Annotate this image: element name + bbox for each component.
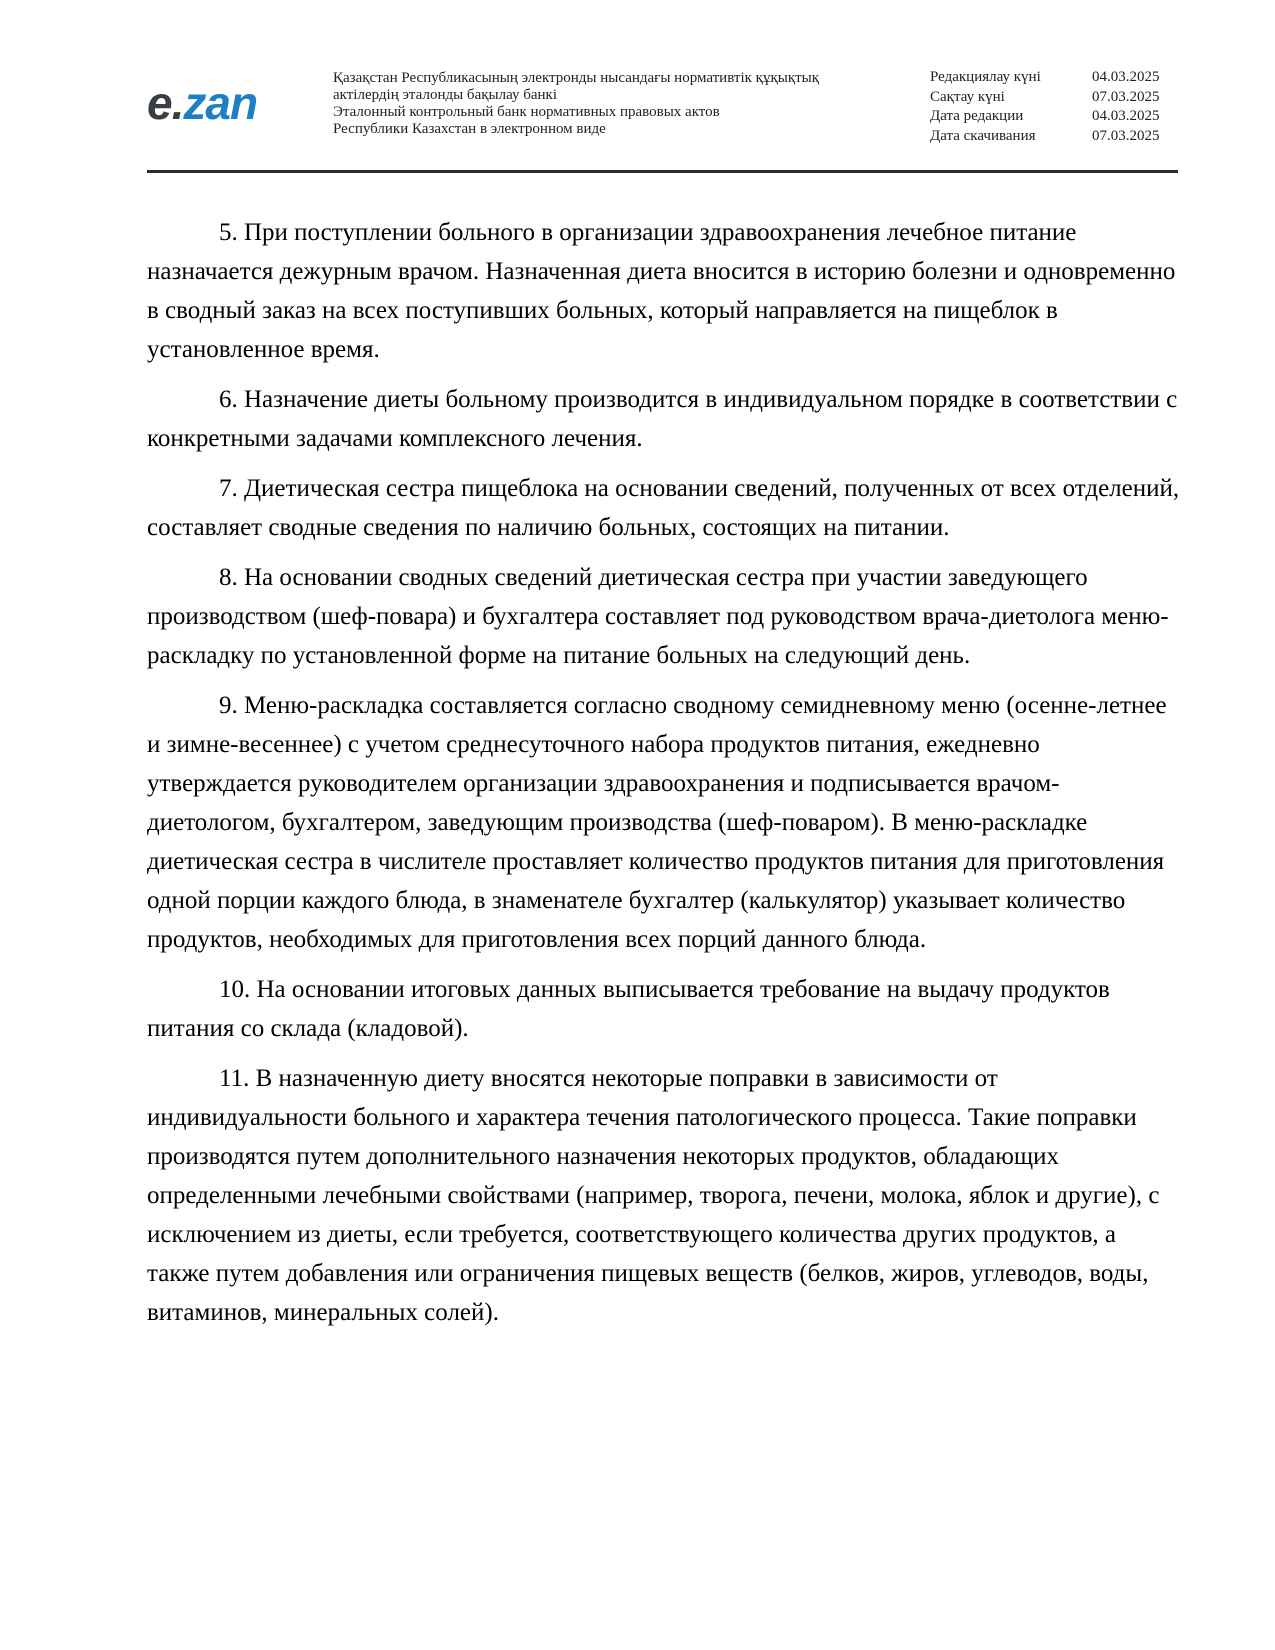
page-header [147,62,1177,166]
meta-value: 07.03.2025 [1092,88,1160,105]
header-title-line: Республики Казахстан в электронном виде [333,121,606,137]
logo-dot: . [171,77,184,129]
paragraph: 11. В назначенную диету вносятся некоторые поправки в зависимости от индивидуальности больного и характера течения патологического процесса. Такие поправки производятся путем дополнительного назначения некоторых продуктов, обладающих определенными лечебными свойствами (например, творога, печени, молока, яблок и другие), с исключением из диеты, если требуется, соответствующего количества других продуктов, а также путем добавления или ограничения пищевых веществ (белков, жиров, углеводов, воды, витаминов, минеральных солей). [147,1065,1160,1326]
paragraph: 6. Назначение диеты больному производится в индивидуальном порядке в соответствии с конкретными задачами комплексного лечения. [147,386,1178,452]
paragraph: 10. На основании итоговых данных выписывается требование на выдачу продуктов питания со склада (кладовой). [147,976,1110,1042]
meta-value: 04.03.2025 [1092,69,1160,85]
meta-label: Сақтау күні [930,88,1005,105]
logo-e: e [147,77,172,129]
meta-label: Дата редакции [930,108,1024,124]
ezan-logo [147,77,258,129]
header-title-line: Қазақстан Республикасының электронды нысандағы нормативтік құқықтық [333,70,820,86]
header-title-line: Эталонный контрольный банк нормативных правовых актов [333,104,720,120]
paragraph: 8. На основании сводных сведений диетическая сестра при участии заведующего производством (шеф-повара) и бухгалтера составляет под руководством врача-диетолога меню-раскладку по установленной форме на питание больных на следующий день. [147,564,1169,669]
meta-label: Редакциялау күні [930,69,1041,85]
meta-row [930,127,1180,147]
header-divider [147,170,1178,173]
header-title-line: актілердің эталонды бақылау банкі [333,87,557,103]
meta-value: 04.03.2025 [1092,108,1160,124]
meta-value: 07.03.2025 [1092,127,1160,144]
logo-zan: zan [183,77,258,129]
meta-row [930,107,1180,127]
paragraph: 5. При поступлении больного в организации здравоохранения лечебное питание назначается дежурным врачом. Назначенная диета вносится в историю болезни и одновременно в сводный заказ на всех поступивших больных, который направляется на пищеблок в установленное время. [147,219,1176,363]
meta-row [930,88,1180,108]
header-titles [333,70,893,138]
meta-row [930,68,1180,88]
meta-label: Дата скачивания [930,127,1036,144]
header-meta [930,68,1180,146]
document-body [147,213,1182,1343]
paragraph: 7. Диетическая сестра пищеблока на основании сведений, полученных от всех отделений, составляет сводные сведения по наличию больных, состоящих на питании. [147,475,1180,541]
paragraph: 9. Меню-раскладка составляется согласно сводному семидневному меню (осенне-летнее и зимне-весеннее) с учетом среднесуточного набора продуктов питания, ежедневно утверждается руководителем организации здравоохранения и подписывается врачом-диетологом, бухгалтером, заведующим производства (шеф-поваром). В меню-раскладке диетическая сестра в числителе проставляет количество продуктов питания для приготовления одной порции каждого блюда, в знаменателе бухгалтер (калькулятор) указывает количество продуктов, необходимых для приготовления всех порций данного блюда. [147,692,1167,953]
